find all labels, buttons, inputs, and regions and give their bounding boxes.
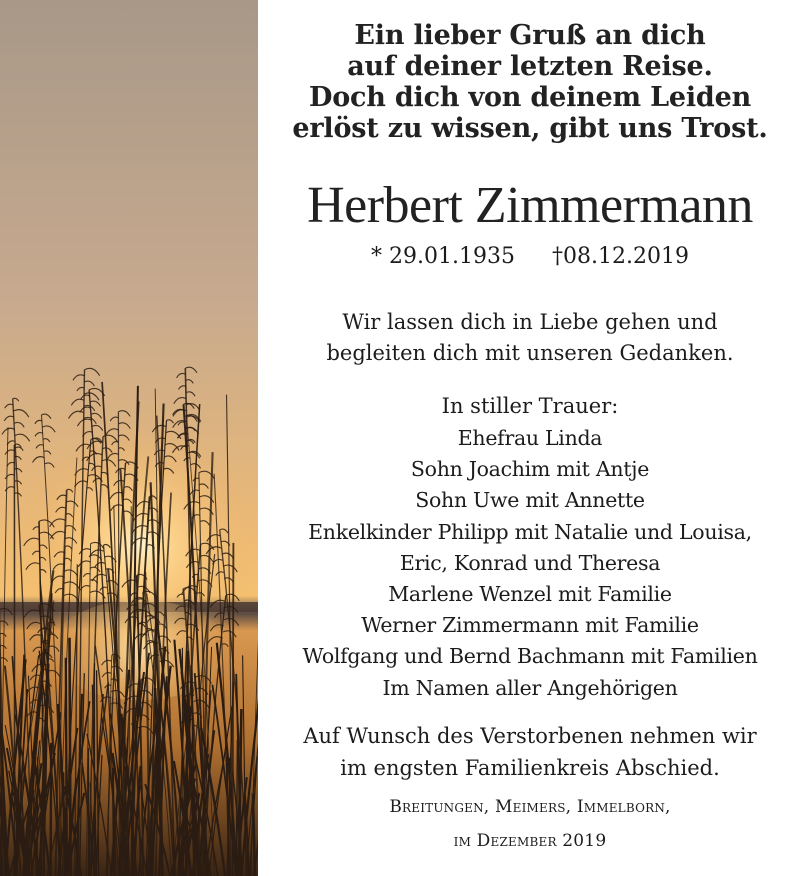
farewell-line: begleiten dich mit unseren Gedanken. — [326, 341, 734, 365]
verse-line: auf deiner letzten Reise. — [347, 51, 713, 82]
farewell-text — [260, 307, 800, 369]
funeral-wish — [260, 720, 800, 784]
mourner-line: Im Namen aller Angehörigen — [382, 675, 678, 700]
verse-line: erlöst zu wissen, gibt uns Trost. — [292, 113, 768, 144]
mourner-line: Werner Zimmermann mit Familie — [361, 613, 699, 638]
mourners-list — [260, 423, 800, 704]
mourner-line: Enkelkinder Philipp mit Natalie und Louisa, — [308, 519, 752, 544]
mourner-line: Sohn Joachim mit Antje — [410, 457, 650, 482]
verse-line: Doch dich von deinem Leiden — [308, 82, 752, 113]
death-date: †08.12.2019 — [552, 244, 689, 269]
deceased-name: Herbert Zimmermann — [307, 177, 753, 234]
sunset-reeds-photo — [0, 0, 258, 876]
mourner-line: Ehefrau Linda — [457, 426, 603, 450]
mourning-heading: In stiller Trauer: — [441, 394, 619, 418]
mourner-line: Wolfgang und Bernd Bachmann mit Familien — [302, 644, 758, 669]
place-line: Breitungen, Meimers, Immelborn, — [389, 797, 671, 817]
place-and-date — [260, 790, 800, 858]
farewell-line: Wir lassen dich in Liebe gehen und — [342, 310, 718, 334]
birth-date: * 29.01.1935 — [371, 244, 515, 269]
grass-blade — [88, 748, 89, 876]
wish-line: im engsten Familienkreis Abschied. — [340, 756, 720, 780]
mourner-line: Eric, Konrad und Theresa — [399, 550, 661, 575]
obituary-text — [260, 0, 800, 876]
date-line: im Dezember 2019 — [453, 831, 607, 851]
memorial-verse — [260, 20, 800, 144]
wish-line: Auf Wunsch des Verstorbenen nehmen wir — [303, 724, 757, 748]
mourner-line: Sohn Uwe mit Annette — [415, 488, 645, 513]
life-dates — [260, 242, 800, 272]
verse-line: Ein lieber Gruß an dich — [354, 20, 706, 51]
mourner-line: Marlene Wenzel mit Familie — [388, 582, 672, 607]
